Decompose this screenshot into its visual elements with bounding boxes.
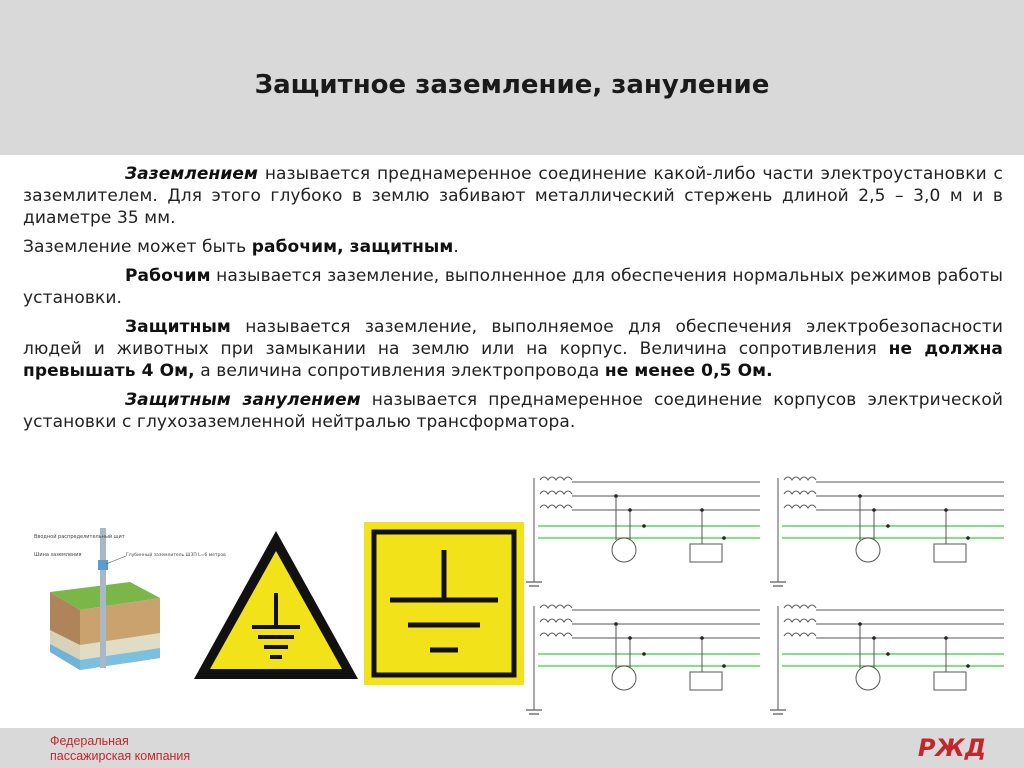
slide-title: Защитное заземление, зануление	[254, 70, 770, 100]
ground-rod-illustration	[30, 520, 226, 685]
slide-header	[0, 0, 1024, 155]
resistance-minimum: не менее 0,5 Ом.	[604, 361, 773, 381]
paragraph-text: называется преднамеренное соединение какой-либо части электроустановки с заземлителем. Для этого глубоко в землю забивают металлический стержень длиной 2,5 – 3,0 м и в диаметре 35 мм.	[23, 164, 1003, 228]
ground-warning-sign	[190, 527, 362, 685]
wiring-diagrams	[520, 470, 1006, 722]
illus-label-bus: Шина заземления	[34, 552, 82, 558]
rzd-logo-text: РЖД	[917, 734, 987, 762]
paragraph-text: а величина сопротивления электропровода	[194, 361, 605, 381]
term-grounding: Заземлением	[125, 164, 259, 184]
paragraph-neutralling	[23, 389, 1003, 433]
company-name-line2: пассажирская компания	[50, 749, 191, 763]
paragraph-text: Заземление может быть	[23, 237, 252, 257]
term-working: Рабочим	[125, 266, 211, 286]
paragraph-text: называется заземление, выполняемое для обеспечения электробезопасности людей и животных при замыкании на землю или на корпус. Величина сопротивления	[23, 317, 1003, 359]
term-types: рабочим, защитным	[251, 237, 454, 257]
paragraph-grounding	[23, 163, 1003, 229]
paragraph-types	[23, 236, 1003, 258]
company-name	[50, 734, 190, 764]
illus-label-panel: Вводной распределительный щит	[34, 534, 125, 540]
illus-label-electrode: Глубинный заземлитель ШЗП L=6 метров	[126, 553, 226, 558]
term-protective: Защитным	[125, 317, 231, 337]
paragraph-text: называется преднамеренное соединение корпусов электрической установки с глухозаземленной нейтралью трансформатора.	[23, 390, 1003, 432]
paragraph-protective	[23, 316, 1003, 382]
company-name-line1: Федеральная	[50, 734, 129, 748]
paragraph-text: называется заземление, выполненное для обеспечения нормальных режимов работы установки.	[23, 266, 1003, 308]
rzd-logo	[916, 731, 988, 763]
ground-square-sign	[364, 522, 524, 685]
paragraph-text: .	[453, 237, 459, 257]
resistance-limit: не должна превышать 4 Ом,	[23, 339, 1004, 381]
term-neutralling: Защитным занулением	[125, 390, 361, 410]
paragraph-working	[23, 265, 1003, 309]
slide-content	[23, 163, 1003, 440]
